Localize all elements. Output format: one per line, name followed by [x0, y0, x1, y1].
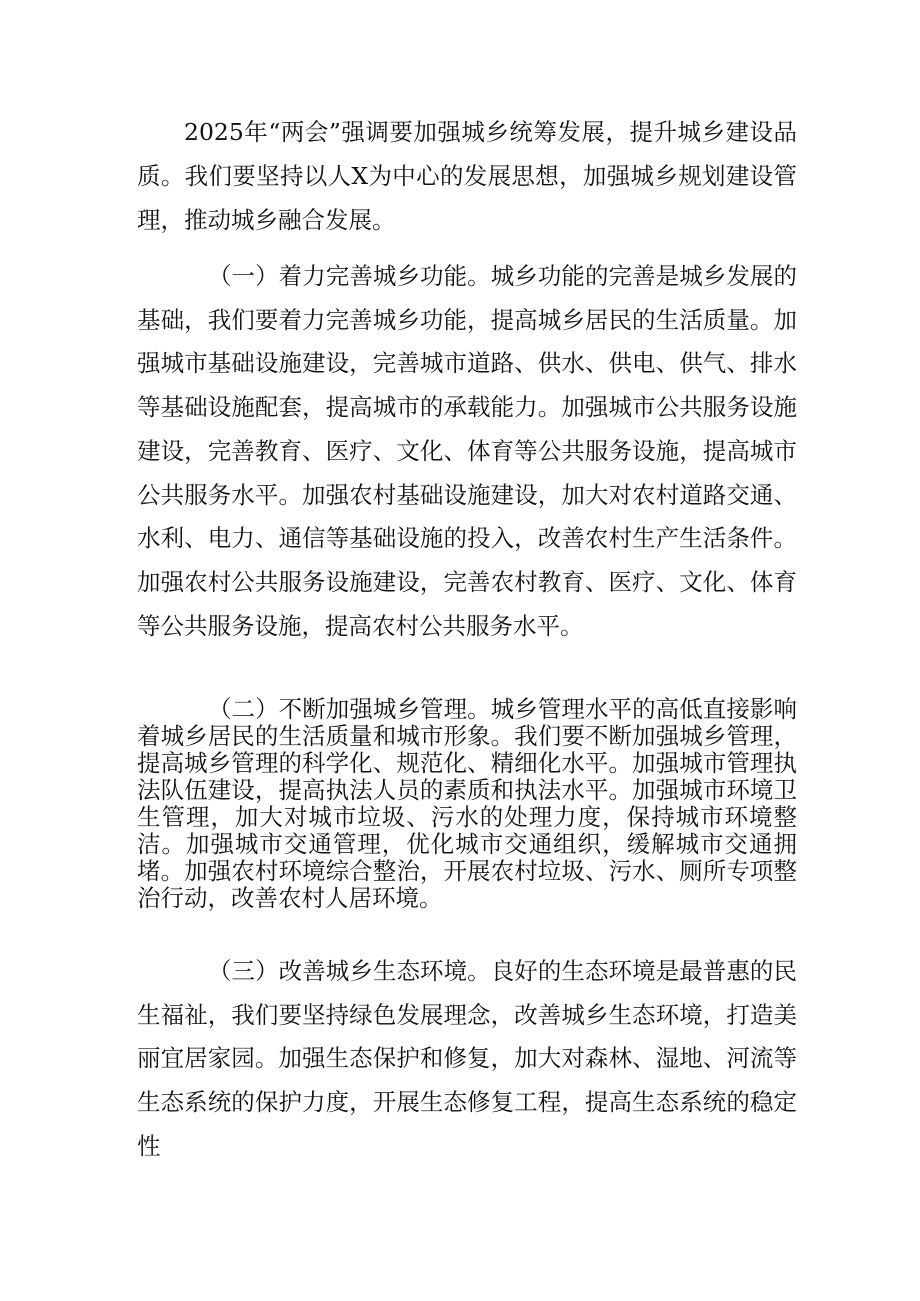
paragraph-intro: 2025年“两会”强调要加强城乡统筹发展，提升城乡建设品质。我们要坚持以人X为中心的发展思想，加强城乡规划建设管理，推动城乡融合发展。: [137, 118, 797, 235]
paragraph-section-one: （一）着力完善城乡功能。城乡功能的完善是城乡发展的基础，我们要着力完善城乡功能，提高城乡居民的生活质量。加强城市基础设施建设，完善城市道路、供水、供电、供气、排水等基础设施配套，提高城市的承载能力。加强城市公共服务设施建设，完善教育、医疗、文化、体育等公共服务设施，提高城市公共服务水平。加强农村基础设施建设，加大对农村道路交通、水利、电力、通信等基础设施的投入，改善农村生产生活条件。加强农村公共服务设施建设，完善农村教育、医疗、文化、体育等公共服务设施，提高农村公共服务水平。: [137, 262, 797, 640]
paragraph-section-three: （三）改善城乡生态环境。良好的生态环境是最普惠的民生福祉，我们要坚持绿色发展理念，改善城乡生态环境，打造美丽宜居家园。加强生态保护和修复，加大对森林、湿地、河流等生态系统的保护力度，开展生态修复工程，提高生态系统的稳定性: [137, 957, 797, 1160]
paragraph-section-two: （二）不断加强城乡管理。城乡管理水平的高低直接影响着城乡居民的生活质量和城市形象。我们要不断加强城乡管理，提高城乡管理的科学化、规范化、精细化水平。加强城市管理执法队伍建设，提高执法人员的素质和执法水平。加强城市环境卫生管理，加大对城市垃圾、污水的处理力度，保持城市环境整洁。加强城市交通管理，优化城市交通组织，缓解城市交通拥堵。加强农村环境综合整治，开展农村垃圾、污水、厕所专项整治行动，改善农村人居环境。: [137, 695, 797, 913]
